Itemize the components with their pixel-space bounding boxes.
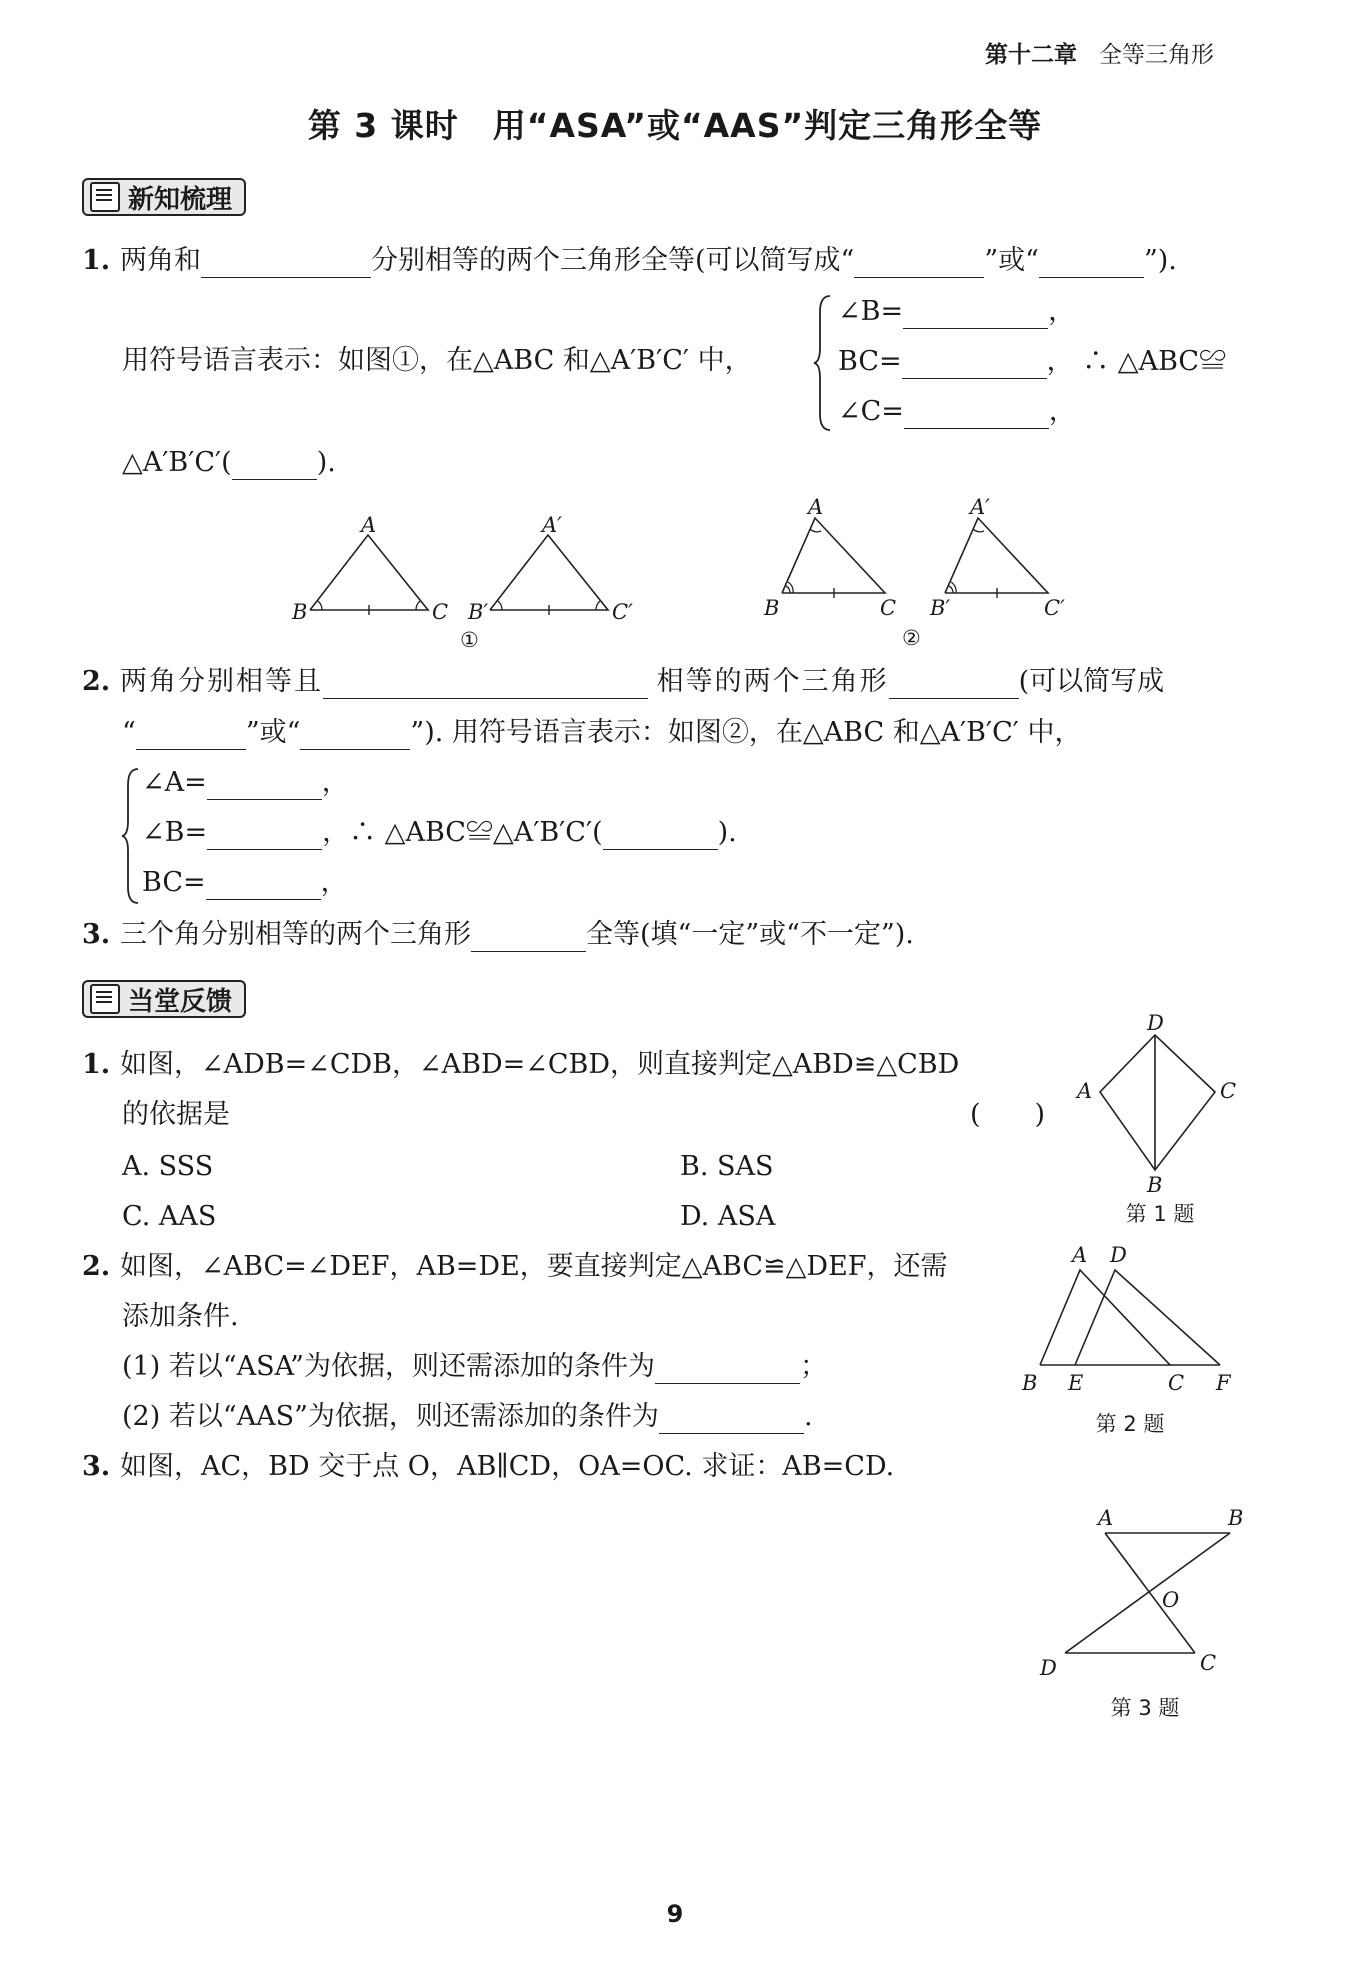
text: ”). 用符号语言表示：如图②，在△ABC 和△A′B′C′ 中，: [410, 717, 1082, 748]
feedback-question-1: [82, 1048, 959, 1082]
answer-blank[interactable]: [201, 249, 371, 278]
option-b[interactable]: B. SAS: [680, 1151, 774, 1182]
text: (1) 若以“ASA”为依据，则还需添加的条件为: [122, 1351, 655, 1382]
text: ∠B=: [838, 296, 904, 327]
answer-blank[interactable]: [603, 821, 718, 850]
label-b-prime: B′: [930, 596, 951, 620]
brace-icon: [120, 765, 144, 907]
brace-icon: [812, 292, 836, 434]
question-number: 2.: [82, 666, 111, 697]
question-number: 3.: [82, 1451, 111, 1482]
figure-label: ①: [460, 628, 479, 652]
label-c-prime: C′: [612, 600, 633, 624]
text: 分别相等的两个三角形全等(可以简写成“: [371, 245, 855, 276]
question-1: [82, 244, 1177, 278]
label-c: C: [1220, 1079, 1237, 1103]
answer-blank[interactable]: [889, 670, 1019, 699]
answer-blank[interactable]: [300, 721, 410, 750]
question-number: 1.: [82, 245, 111, 276]
f2-line2: 添加条件.: [122, 1301, 239, 1332]
text: △A′B′C′(: [122, 447, 232, 478]
question-number: 2.: [82, 1251, 111, 1282]
text: 如图，∠ABC=∠DEF，AB=DE，要直接判定△ABC≌△DEF，还需: [120, 1251, 948, 1282]
answer-blank[interactable]: [903, 300, 1048, 329]
figure-q2: [1020, 1240, 1250, 1400]
feedback-question-3: [82, 1450, 894, 1484]
answer-blank[interactable]: [206, 871, 321, 900]
text: ”或“: [984, 245, 1039, 276]
label-d: D: [1110, 1243, 1127, 1267]
brace-row-1: ∠B= ，: [838, 296, 1076, 327]
label-a: A: [1077, 1079, 1093, 1103]
label-a-prime: A′: [542, 513, 562, 537]
label-b: B: [1228, 1506, 1244, 1530]
triangle-abc: [291, 513, 448, 624]
option-c[interactable]: C. AAS: [122, 1201, 217, 1232]
brace-row-3: ∠C= ，: [838, 396, 1076, 427]
label-d: D: [1147, 1011, 1164, 1035]
label-f: F: [1216, 1371, 1231, 1395]
answer-blank[interactable]: [471, 923, 586, 952]
answer-blank[interactable]: [207, 821, 322, 850]
figure-1: [280, 505, 670, 655]
text: ∠C=: [838, 396, 904, 427]
answer-blank[interactable]: [323, 670, 648, 699]
q1-symbol-intro: 用符号语言表示：如图①，在△ABC 和△A′B′C′ 中，: [122, 345, 752, 376]
answer-blank[interactable]: [659, 1405, 804, 1434]
question-2: [82, 665, 1164, 699]
text: .: [803, 1401, 813, 1432]
label-c: C: [1168, 1371, 1185, 1395]
label-b: B: [292, 600, 308, 624]
label-b: B: [1147, 1173, 1163, 1195]
chapter-label: 第十二章: [985, 42, 1077, 68]
f1-line2: 的依据是: [122, 1099, 230, 1130]
answer-blank[interactable]: [1039, 249, 1144, 278]
figure-label: ②: [902, 626, 921, 650]
section-label: 新知梳理: [128, 184, 233, 215]
book-icon: [90, 182, 120, 212]
answer-blank[interactable]: [854, 249, 984, 278]
answer-parentheses[interactable]: ( ): [970, 1099, 1046, 1130]
label-b-prime: B′: [468, 600, 489, 624]
answer-blank[interactable]: [207, 771, 322, 800]
figure-caption: 第 1 题: [1125, 1202, 1195, 1226]
section-heading-feedback: [82, 980, 246, 1018]
answer-blank[interactable]: [655, 1355, 800, 1384]
figure-q3: [1020, 1495, 1250, 1685]
text: 三个角分别相等的两个三角形: [120, 919, 471, 950]
label-b: B: [1022, 1371, 1038, 1395]
text: 全等(填“一定”或“不一定”).: [586, 919, 914, 950]
text: ∠B=: [142, 817, 208, 848]
feedback-question-2: [82, 1250, 948, 1284]
q2-brace-row-1: ∠A= ，: [142, 767, 349, 798]
label-a: A: [1098, 1506, 1114, 1530]
triangle-a-prime-2: [929, 495, 1065, 620]
text: BC=: [838, 346, 902, 377]
text: 两角和: [120, 245, 201, 276]
text: ”或“: [245, 717, 301, 748]
figure-q1: [1065, 1010, 1255, 1195]
running-header: [985, 36, 1214, 69]
answer-blank[interactable]: [136, 721, 246, 750]
text: ).: [717, 817, 737, 848]
text: ∴ △ABC≌: [1082, 346, 1227, 377]
q2-brace-row-2: [142, 816, 737, 850]
label-c: C: [1200, 1651, 1217, 1675]
text: (2) 若以“AAS”为依据，则还需添加的条件为: [122, 1401, 659, 1432]
text: 两角分别相等且: [120, 666, 323, 697]
pencil-icon: [90, 984, 120, 1014]
text: ”).: [1143, 245, 1177, 276]
f2-part-2: [122, 1400, 813, 1434]
label-a: A: [1072, 1243, 1088, 1267]
text: 相等的两个三角形: [656, 666, 889, 697]
answer-blank[interactable]: [904, 400, 1049, 429]
triangle-a-prime: [467, 513, 633, 624]
text: 如图，∠ADB=∠CDB，∠ABD=∠CBD，则直接判定△ABD≌△CBD: [120, 1049, 960, 1080]
triangle-abc-2: [763, 495, 896, 620]
figure-caption: 第 3 题: [1110, 1696, 1180, 1720]
question-number: 1.: [82, 1049, 111, 1080]
question-3: [82, 918, 914, 952]
f2-part-1: [122, 1350, 827, 1384]
label-a: A: [808, 495, 824, 519]
label-d: D: [1040, 1656, 1057, 1680]
label-c-prime: C′: [1044, 596, 1065, 620]
text: ；: [799, 1351, 827, 1382]
topic-label: 全等三角形: [1098, 42, 1214, 68]
text: ，∴ △ABC≌△A′B′C′(: [322, 817, 603, 848]
page-title: 第 3 课时 用“ASA”或“AAS”判定三角形全等: [307, 106, 1043, 145]
q2-line2: [122, 716, 1082, 750]
section-label: 当堂反馈: [128, 986, 233, 1017]
section-heading-new-knowledge: [82, 178, 246, 216]
text: ∠A=: [142, 767, 207, 798]
text: “: [122, 717, 136, 748]
text: BC=: [142, 867, 206, 898]
page-number: 9: [666, 1900, 684, 1928]
answer-blank[interactable]: [232, 451, 317, 480]
q2-brace-row-3: BC= ，: [142, 867, 348, 898]
text: 如图，AC，BD 交于点 O，AB∥CD，OA=OC. 求证：AB=CD.: [120, 1451, 895, 1482]
q1-line3: [122, 446, 336, 480]
label-c: C: [432, 600, 449, 624]
text: ).: [316, 447, 336, 478]
label-b: B: [764, 596, 780, 620]
label-e: E: [1068, 1371, 1084, 1395]
label-a-prime: A′: [970, 495, 990, 519]
option-d[interactable]: D. ASA: [680, 1201, 776, 1232]
answer-blank[interactable]: [902, 350, 1047, 379]
figure-2: [760, 490, 1090, 655]
option-a[interactable]: A. SSS: [122, 1151, 214, 1182]
label-o: O: [1162, 1588, 1180, 1612]
label-a: A: [361, 513, 377, 537]
brace-row-2: BC= ， ∴ △ABC≌: [838, 346, 1227, 377]
text: (可以简写成: [1018, 666, 1165, 697]
figure-caption: 第 2 题: [1095, 1412, 1165, 1436]
label-c: C: [880, 596, 897, 620]
question-number: 3.: [82, 919, 111, 950]
